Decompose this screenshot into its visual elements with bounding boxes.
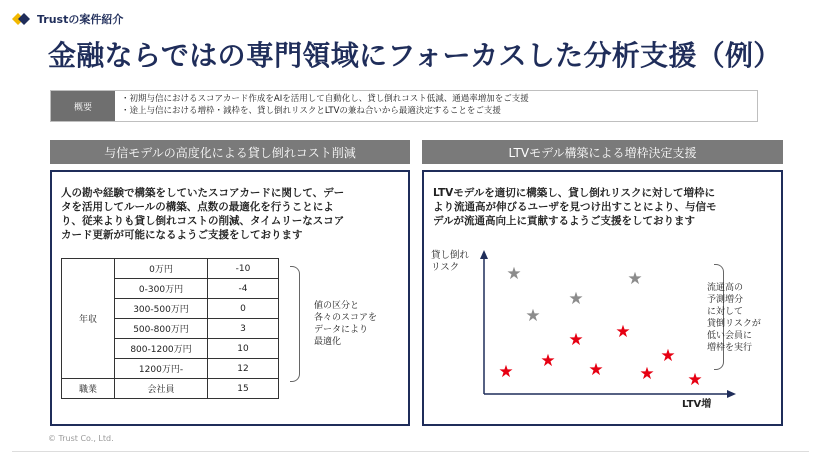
job-label-cell: 職業 (62, 379, 115, 399)
note-line: 流通高の (707, 283, 744, 293)
red-star-icon: ★ (615, 322, 631, 342)
note-line: 予測増分 (707, 295, 744, 305)
left-column-heading: 与信モデルの高度化による貸し倒れコスト削減 (50, 140, 410, 164)
left-panel (50, 170, 410, 426)
range-cell: 1200万円- (115, 359, 208, 379)
summary-item: ・ 初期与信におけるスコアカード作成をAIを活用して自動化し、貸し倒れコスト低減、通過率増加をご支援 (121, 93, 751, 105)
score-cell: 3 (208, 319, 279, 339)
score-cell: 15 (208, 379, 279, 399)
brand-row (12, 11, 123, 27)
note-line: 最適化 (314, 337, 342, 347)
text-line: より流通高が伸びるユーザを見つけ出すことにより、与信モ (433, 201, 717, 213)
note-line: 低い会員に (707, 331, 753, 341)
note-line: 各々のスコアを (314, 313, 378, 323)
text-line: タを活用してルールの構築、点数の最適化を行うことによ (61, 201, 334, 213)
gray-star-icon: ★ (568, 289, 584, 309)
score-cell: -4 (208, 279, 279, 299)
red-star-icon: ★ (687, 370, 703, 390)
summary-item: ・ 途上与信における増枠・減枠を、貸し倒れリスクとLTVの兼ね合いから最適決定することをご支援 (121, 105, 751, 117)
right-column-heading: LTVモデル構築による増枠決定支援 (422, 140, 783, 164)
page-title: 金融ならではの専門領域にフォーカスした分析支援（例） (48, 39, 782, 72)
score-table (61, 258, 279, 399)
summary-box (50, 90, 758, 122)
gray-star-icon: ★ (506, 264, 522, 284)
note-line: に対して (707, 307, 744, 317)
red-star-icon: ★ (639, 364, 655, 384)
text-line: カード更新が可能になるようご支援をしております (61, 229, 303, 241)
note-line: 貸倒リスクが (707, 319, 761, 329)
text-line: LTVモデルを適切に構築し、貸し倒れリスクに対して増枠に (433, 187, 716, 199)
gray-star-icon: ★ (627, 269, 643, 289)
range-cell: 500-800万円 (115, 319, 208, 339)
summary-list (115, 91, 757, 121)
score-cell: -10 (208, 259, 279, 279)
score-cell: 0 (208, 299, 279, 319)
summary-tag: 概要 (51, 91, 115, 121)
brand-label: Trustの案件紹介 (37, 13, 124, 26)
table-row (62, 379, 279, 399)
y-axis-label-line: 貸し倒れ (431, 250, 470, 261)
right-panel (422, 170, 783, 426)
y-axis-arrow-icon (480, 250, 488, 259)
range-cell: 300-500万円 (115, 299, 208, 319)
gray-star-group (506, 264, 642, 326)
table-row (62, 259, 279, 279)
range-cell: 会社員 (115, 379, 208, 399)
red-star-icon: ★ (568, 330, 584, 350)
red-star-icon: ★ (540, 351, 556, 371)
note-line: データにより (314, 325, 369, 335)
trust-logo-icon (12, 12, 30, 26)
text-line: 人の勘や経験で構築をしていたスコアカードに関して、デー (61, 187, 345, 199)
red-star-group (498, 322, 702, 390)
x-axis-label: LTV増 (682, 399, 712, 410)
x-axis-arrow-icon (727, 390, 736, 398)
red-star-icon: ★ (660, 346, 676, 366)
note-line: 値の区分と (314, 301, 360, 311)
score-cell: 12 (208, 359, 279, 379)
y-axis-label-line: リスク (431, 262, 460, 273)
range-cell: 800-1200万円 (115, 339, 208, 359)
footer-divider (12, 451, 809, 452)
red-star-icon: ★ (588, 360, 604, 380)
note-line: 増枠を実行 (707, 343, 753, 353)
income-label-cell: 年収 (62, 259, 115, 379)
left-panel-text (61, 186, 344, 242)
gray-star-icon: ★ (525, 306, 541, 326)
copyright-text: © Trust Co., Ltd. (48, 434, 114, 443)
score-cell: 10 (208, 339, 279, 359)
text-line: り、従来よりも貸し倒れコストの削減、タイムリーなスコア (61, 215, 345, 227)
text-line: デルが流通高向上に貢献するようご支援をしております (433, 215, 695, 227)
red-star-icon: ★ (498, 362, 514, 382)
range-cell: 0-300万円 (115, 279, 208, 299)
right-note (707, 282, 761, 354)
right-brace (290, 266, 300, 382)
left-note (314, 300, 377, 348)
range-cell: 0万円 (115, 259, 208, 279)
